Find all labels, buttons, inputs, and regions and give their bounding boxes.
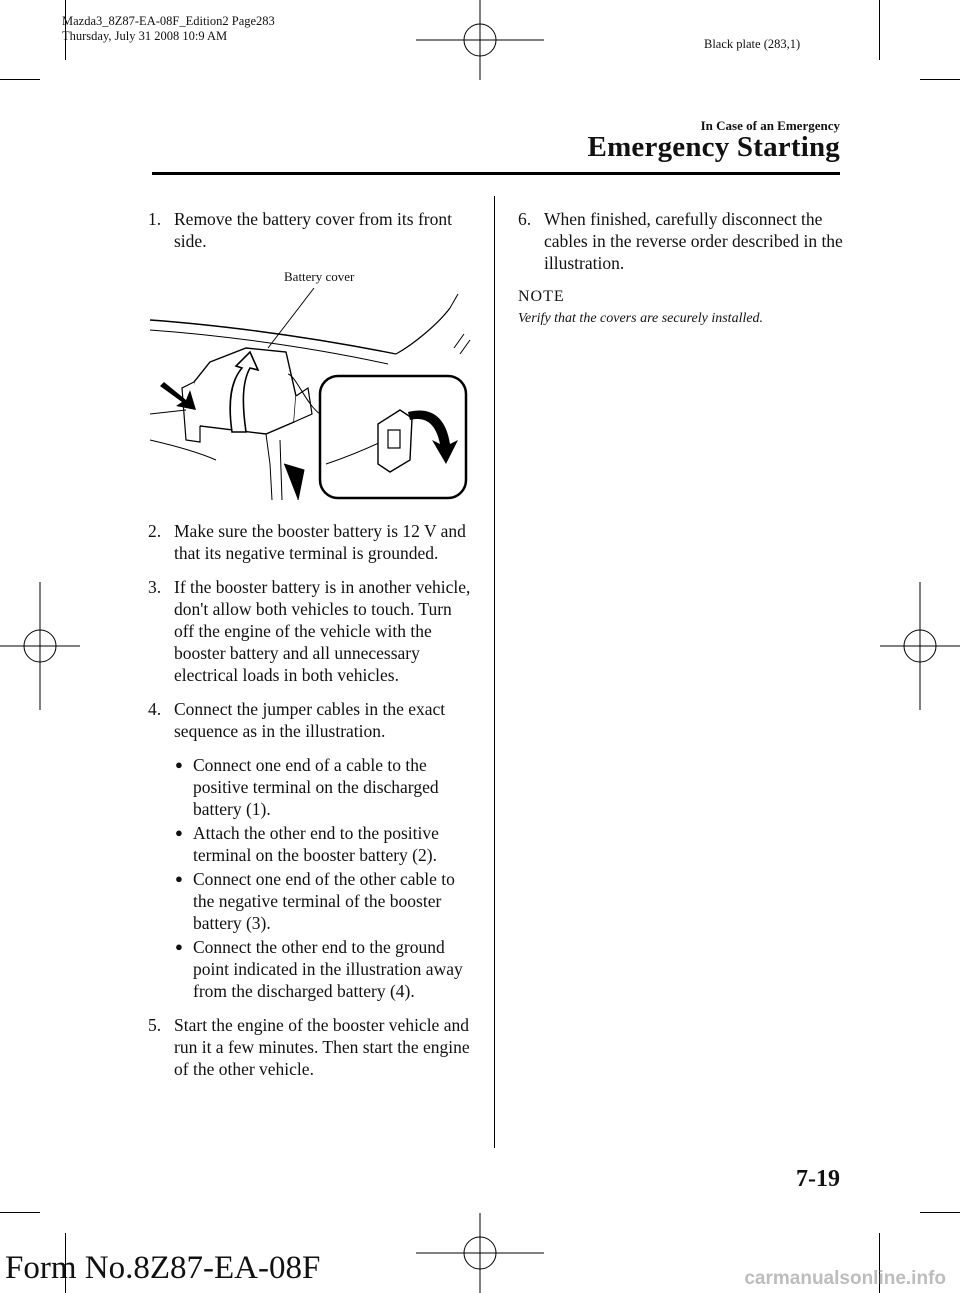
bullet-icon: ● (175, 757, 183, 772)
step-number: 2. (148, 521, 162, 541)
registration-mark-bottom (416, 1213, 544, 1293)
bullet-text: Connect one end of the other cable to the negative terminal of the booster battery (3). (193, 869, 455, 933)
note-heading: NOTE (518, 288, 565, 305)
left-column (148, 208, 473, 1092)
crop-mark (0, 79, 40, 80)
column-divider (494, 196, 495, 1148)
header-rule (152, 172, 840, 175)
watermark-link[interactable]: carmanualsonline.info (744, 1268, 946, 1289)
step-text: If the booster battery is in another vehicle, don't allow both vehicles to touch. Turn off the engine of the vehicle with the booster battery and all unnecessary electrical loads in both vehicles. (174, 577, 471, 685)
crop-mark (0, 1212, 40, 1213)
battery-cover-illustration (146, 264, 471, 504)
list-item (148, 868, 473, 934)
plate-date-info: Thursday, July 31 2008 10:9 AM (62, 29, 228, 43)
bullet-icon: ● (175, 825, 183, 840)
note-text: Verify that the covers are securely installed. (518, 311, 764, 326)
crop-mark (879, 0, 880, 60)
step-number: 3. (148, 577, 162, 597)
plate-number: Black plate (283,1) (704, 37, 801, 51)
bullet-text: Connect the other end to the ground point indicated in the illustration away from the discharged battery (4). (193, 937, 463, 1001)
crop-mark (920, 1212, 960, 1213)
crop-mark (920, 79, 960, 80)
step-number: 4. (148, 699, 162, 719)
list-item (148, 822, 473, 866)
list-item (148, 754, 473, 820)
step-4-bullets (148, 754, 473, 1002)
step-1 (148, 208, 473, 252)
bullet-icon: ● (175, 871, 183, 886)
step-text: Start the engine of the booster vehicle and run it a few minutes. Then start the engine of the other vehicle. (174, 1015, 470, 1079)
step-4 (148, 698, 473, 742)
right-column (518, 208, 844, 328)
list-item (148, 936, 473, 1002)
step-text: Remove the battery cover from its front side. (174, 209, 452, 251)
form-number: Form No.8Z87-EA-08F (5, 1250, 321, 1286)
step-number: 6. (518, 209, 532, 229)
figure-label: Battery cover (284, 269, 355, 284)
step-text: Make sure the booster battery is 12 V and that its negative terminal is grounded. (174, 521, 466, 563)
registration-mark-right (880, 582, 960, 710)
step-5 (148, 1014, 473, 1080)
step-text: When finished, carefully disconnect the cables in the reverse order described in the illustration. (544, 209, 843, 273)
page-number: 7-19 (796, 1166, 840, 1192)
registration-mark-top (416, 0, 544, 80)
step-number: 1. (148, 209, 162, 229)
bullet-text: Connect one end of a cable to the positive terminal on the discharged battery (1). (193, 755, 439, 819)
section-label: In Case of an Emergency (700, 118, 840, 133)
bullet-icon: ● (175, 939, 183, 954)
bullet-text: Attach the other end to the positive terminal on the booster battery (2). (193, 823, 439, 865)
step-6 (518, 208, 844, 274)
page-title: Emergency Starting (587, 131, 840, 163)
step-text: Connect the jumper cables in the exact sequence as in the illustration. (174, 699, 446, 741)
step-3 (148, 576, 473, 686)
step-2 (148, 520, 473, 564)
step-number: 5. (148, 1015, 162, 1035)
plate-file-info: Mazda3_8Z87-EA-08F_Edition2 Page283 (62, 14, 275, 28)
battery-cover-drawing (146, 264, 471, 500)
registration-mark-left (0, 582, 80, 710)
plate-info (62, 14, 275, 44)
